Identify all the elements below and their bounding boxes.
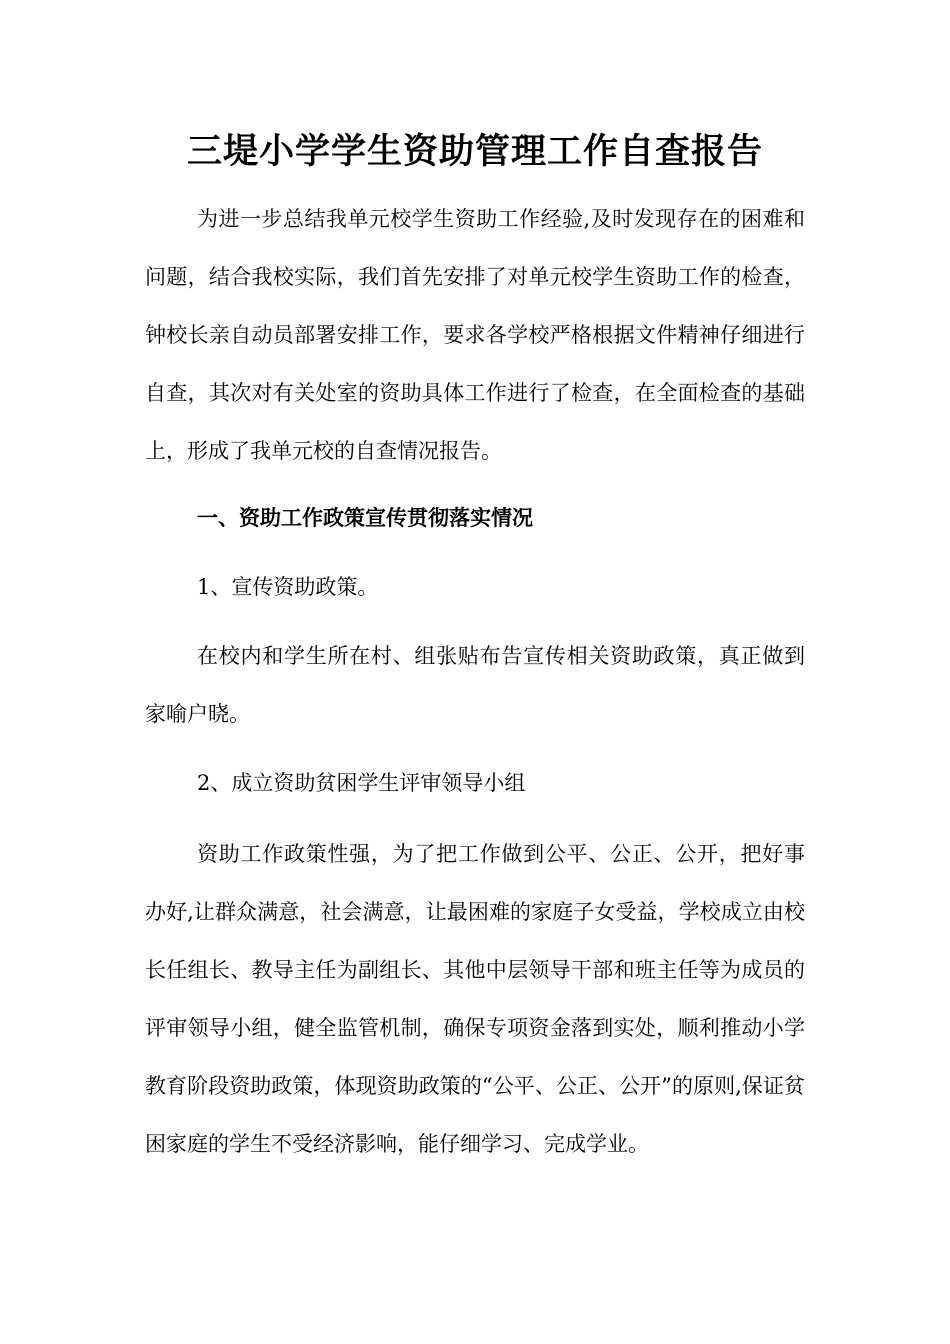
- item-1-body: 在校内和学生所在村、组张贴布告宣传相关资助政策，真正做到家喻户晓。: [145, 644, 805, 726]
- item-2-body: 资助工作政策性强，为了把工作做到公平、公正、公开，把好事办好,让群众满意，社会满意，让最困难的家庭子女受益，学校成立由校长任组长、教导主任为副组长、其他中层领导干部和班主任等为成员的评审领导小组，健全监管机制，确保专项资金落到实处，顺利推动小学教育阶段资助政策，体现资助政策的“公平、公正、公开”的原则,保证贫困家庭的学生不受经济影响，能仔细学习、完成学业。: [145, 842, 805, 1156]
- intro-paragraph: 为进一步总结我单元校学生资助工作经验,及时发现存在的困难和问题，结合我校实际，我们首先安排了对单元校学生资助工作的检查，钟校长亲自动员部署安排工作，要求各学校严格根据文件精神仔细进行自查，其次对有关处室的资助具体工作进行了检查，在全面检查的基础上，形成了我单元校的自查情况报告。: [145, 207, 805, 463]
- document-title: 三堤小学学生资助管理工作自查报告: [186, 131, 763, 172]
- item-2-title: 2、成立资助贫困学生评审领导小组: [197, 771, 526, 795]
- item-1-title: 1、宣传资助政策。: [197, 575, 379, 599]
- section-heading-1: 一、资助工作政策宣传贯彻落实情况: [197, 505, 533, 530]
